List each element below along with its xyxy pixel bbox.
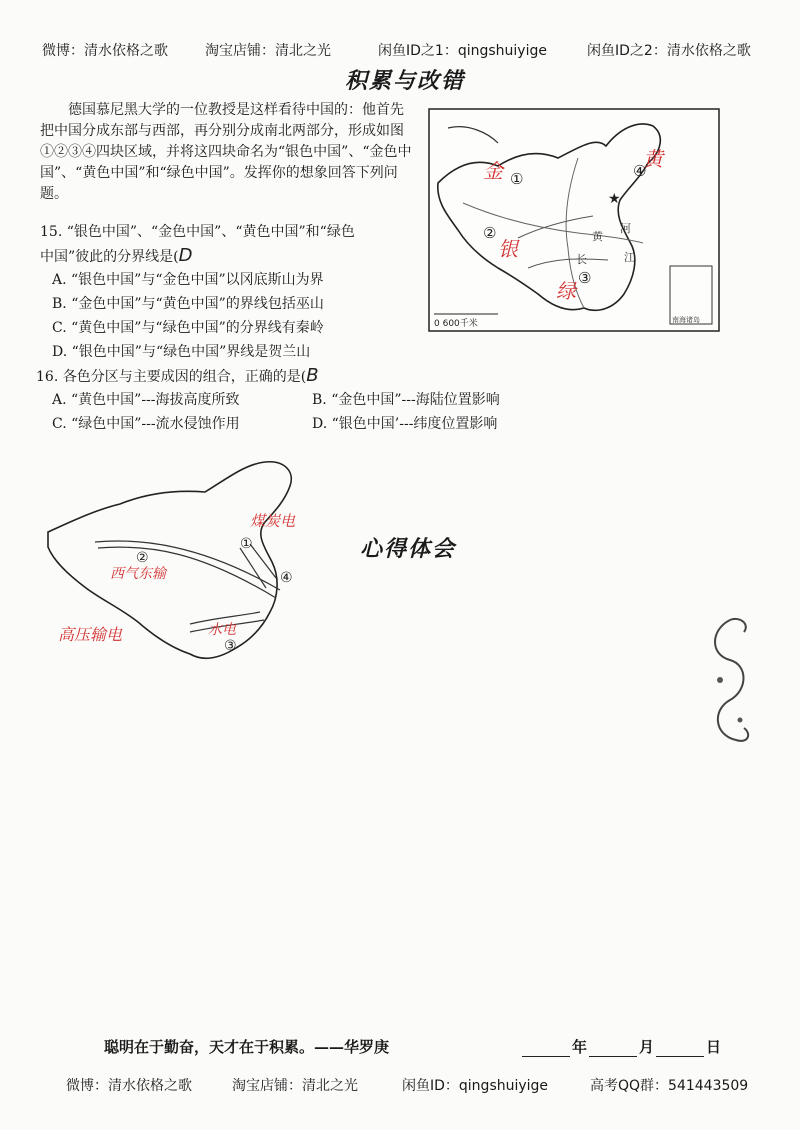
energy-transfer-map [40, 452, 336, 690]
flourish-dot-2 [738, 718, 743, 723]
map2-hand-coal: 煤炭电 [250, 512, 296, 530]
map1-label-4: ④ [633, 162, 647, 180]
q15-stem-line2 [40, 244, 193, 269]
map1-label-huang: 黄 [592, 230, 603, 243]
year-blank[interactable] [522, 1042, 570, 1057]
q15-option-d: D. “银色中国”与“绿色中国”界线是贺兰山 [52, 344, 311, 360]
quote-line: 聪明在于勤奋，天才在于积累。——华罗庚 [104, 1038, 390, 1056]
q15-stem-line1: 15. “银色中国”、“金色中国”、“黄色中国”和“绿色 [40, 224, 355, 240]
year-label: 年 [572, 1038, 588, 1056]
map1-label-jiang: 江 [624, 251, 635, 264]
china-region-map [428, 108, 720, 332]
q15-option-c: C. “黄色中国”与“绿色中国”的分界线有秦岭 [52, 320, 324, 336]
map2-label-2: ② [136, 550, 149, 566]
map2-hand-hydro: 水电 [208, 622, 236, 638]
section-title: 积累与改错 [345, 68, 466, 94]
footer-taobao: 淘宝店铺：清北之光 [232, 1078, 358, 1094]
q16-answer: B [306, 365, 319, 386]
flourish-curl [730, 619, 746, 632]
coal-transfer-arrow-2 [240, 548, 266, 588]
map2-label-3: ③ [224, 638, 237, 654]
map1-label-1: ① [510, 170, 524, 188]
q16-stem-text: 16. 各色分区与主要成因的组合，正确的是( [36, 369, 307, 385]
map1-label-2: ② [483, 224, 497, 242]
intro-paragraph: 德国慕尼黑大学的一位教授是这样看待中国的：他首先把中国分成东部与西部，再分别分成南北两部分，形成如图①②③④四块区域，并将这四块命名为“银色中国”、“金色中国”、“黄色中国”和“绿色中国”。发挥你的想象回答下列问题。 [40, 102, 412, 202]
date-line [520, 1036, 721, 1057]
q16-option-b: B. “金色中国”---海陆位置影响 [312, 392, 500, 408]
map1-hand-jin: 金 [483, 159, 503, 183]
q15-answer: D [178, 245, 193, 266]
map2-label-1: ① [240, 536, 253, 552]
map1-label-he: 河 [620, 222, 631, 235]
map2-label-4: ④ [280, 570, 293, 586]
header-weibo: 微博：清水依格之歌 [42, 43, 168, 59]
header-xianyu-2: 闲鱼ID之2：清水依格之歌 [587, 43, 751, 59]
map2-hand-hv: 高压输电 [58, 625, 123, 644]
map2-hand-xqdd: 西气东输 [110, 566, 166, 582]
flourish-dot [717, 677, 723, 683]
q16-option-a: A. “黄色中国”---海拔高度所致 [52, 392, 240, 408]
footer-xianyu: 闲鱼ID：qingshuiyige [402, 1078, 549, 1094]
map1-hand-huang: 黄 [643, 147, 663, 171]
capital-star-icon: ★ [608, 191, 621, 207]
day-label: 日 [706, 1038, 722, 1056]
footer-qq: 高考QQ群：541443509 [590, 1078, 749, 1094]
day-blank[interactable] [656, 1042, 704, 1057]
q16-stem-line [36, 364, 319, 389]
header-xianyu-1: 闲鱼ID之1：qingshuiyige [378, 43, 547, 59]
corner-flourish [700, 610, 760, 760]
q16-option-c: C. “绿色中国”---流水侵蚀作用 [52, 416, 240, 432]
q15-option-a: A. “银色中国”与“金色中国”以冈底斯山为界 [52, 272, 324, 288]
map1-label-nanhai: 南海诸岛 [672, 316, 700, 324]
q16-option-d: D. “银色中国’---纬度位置影响 [312, 416, 498, 432]
map1-hand-yin: 银 [498, 237, 518, 261]
footer-weibo: 微博：清水依格之歌 [66, 1078, 192, 1094]
month-label: 月 [639, 1038, 655, 1056]
q15-option-b: B. “金色中国”与“黄色中国”的界线包括巫山 [52, 296, 324, 312]
q15-stem-text: 中国”彼此的分界线是( [40, 249, 179, 265]
map1-label-3: ③ [578, 269, 592, 287]
map1-scale: 0 600千米 [434, 319, 478, 329]
notes-title: 心得体会 [360, 536, 457, 562]
map1-label-chang: 长 [576, 253, 587, 266]
map1-hand-lv: 绿 [556, 279, 576, 303]
header-taobao: 淘宝店铺：清北之光 [205, 43, 331, 59]
month-blank[interactable] [589, 1042, 637, 1057]
